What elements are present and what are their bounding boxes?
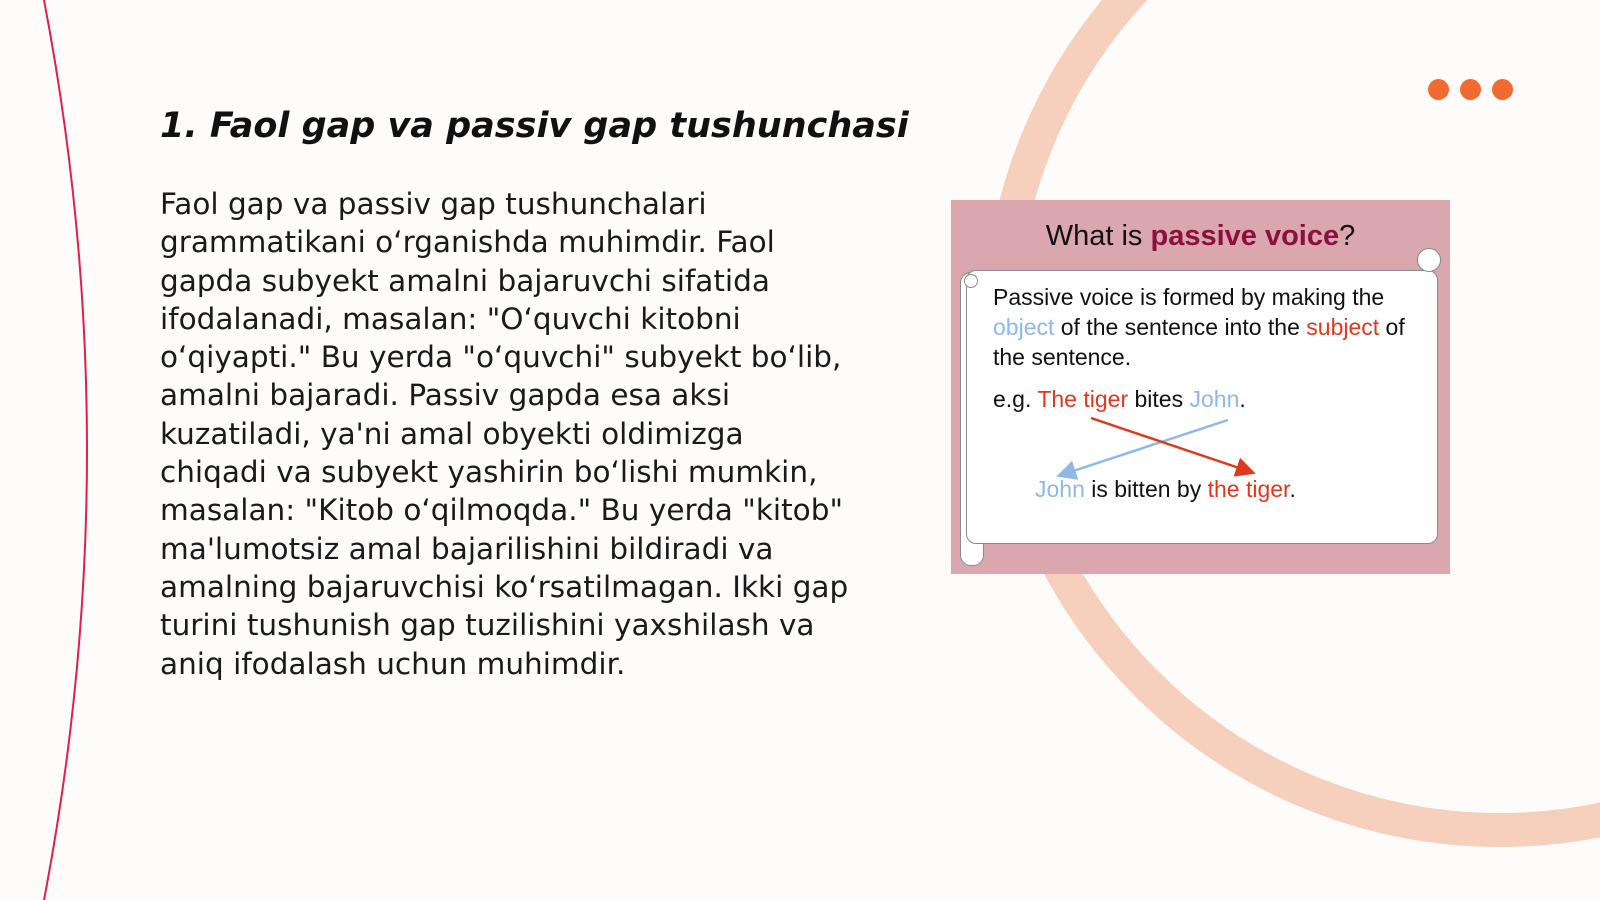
- decorative-dots: [1428, 79, 1513, 100]
- dot-icon: [1492, 79, 1513, 100]
- definition-part: of the sentence into the: [1054, 314, 1307, 340]
- passive-voice-card: [951, 200, 1450, 574]
- dot-icon: [1428, 79, 1449, 100]
- arrow-subject-to-agent: [1091, 418, 1251, 472]
- card-title-prefix: What is: [1045, 220, 1151, 252]
- slide-heading: 1. Faol gap va passiv gap tushunchasi: [160, 106, 909, 146]
- example-end: .: [1239, 386, 1246, 412]
- example2-agent: the tiger: [1207, 476, 1290, 502]
- dot-icon: [1460, 79, 1481, 100]
- definition-part: Passive voice is formed by making the: [993, 284, 1385, 310]
- example2-verb: is bitten by: [1084, 476, 1208, 502]
- card-title-suffix: ?: [1339, 220, 1356, 252]
- left-red-curve: [44, 0, 87, 900]
- example-subject: The tiger: [1037, 386, 1129, 412]
- example2-subject: John: [1035, 476, 1085, 502]
- transformation-arrows: [951, 200, 1450, 574]
- example-label: e.g.: [993, 386, 1038, 412]
- arrow-object-to-subject: [1061, 420, 1228, 475]
- slide-paragraph: Faol gap va passiv gap tushunchalari grammatikani o‘rganishda muhimdir. Faol gapda subyekt amalni bajaruvchi sifatida ifodalanadi, masalan: "O‘quvchi kitobni o‘qiyapti." Bu yerda "o‘quvchi" subyekt bo‘lib, amalni bajaradi. Passiv gapda esa aksi kuzatiladi, ya'ni amal obyekti oldimizga chiqadi va subyekt yashirin bo‘lishi mumkin, masalan: "Kitob o‘qilmoqda." Bu yerda "kitob" ma'lumotsiz amal bajarilishini bildiradi va amalning bajaruvchisi ko‘rsatilmagan. Ikki gap turini tushunish gap tuzilishini yaxshilash va aniq ifodalash uchun muhimdir.: [160, 187, 849, 681]
- example-verb: bites: [1128, 386, 1190, 412]
- definition-part: of the sentence.: [993, 314, 1405, 370]
- definition-object: object: [993, 314, 1055, 340]
- example2-end: .: [1289, 476, 1296, 502]
- card-title-highlight: passive voice: [1150, 220, 1340, 252]
- example-object: John: [1189, 386, 1240, 412]
- definition-subject: subject: [1306, 314, 1380, 340]
